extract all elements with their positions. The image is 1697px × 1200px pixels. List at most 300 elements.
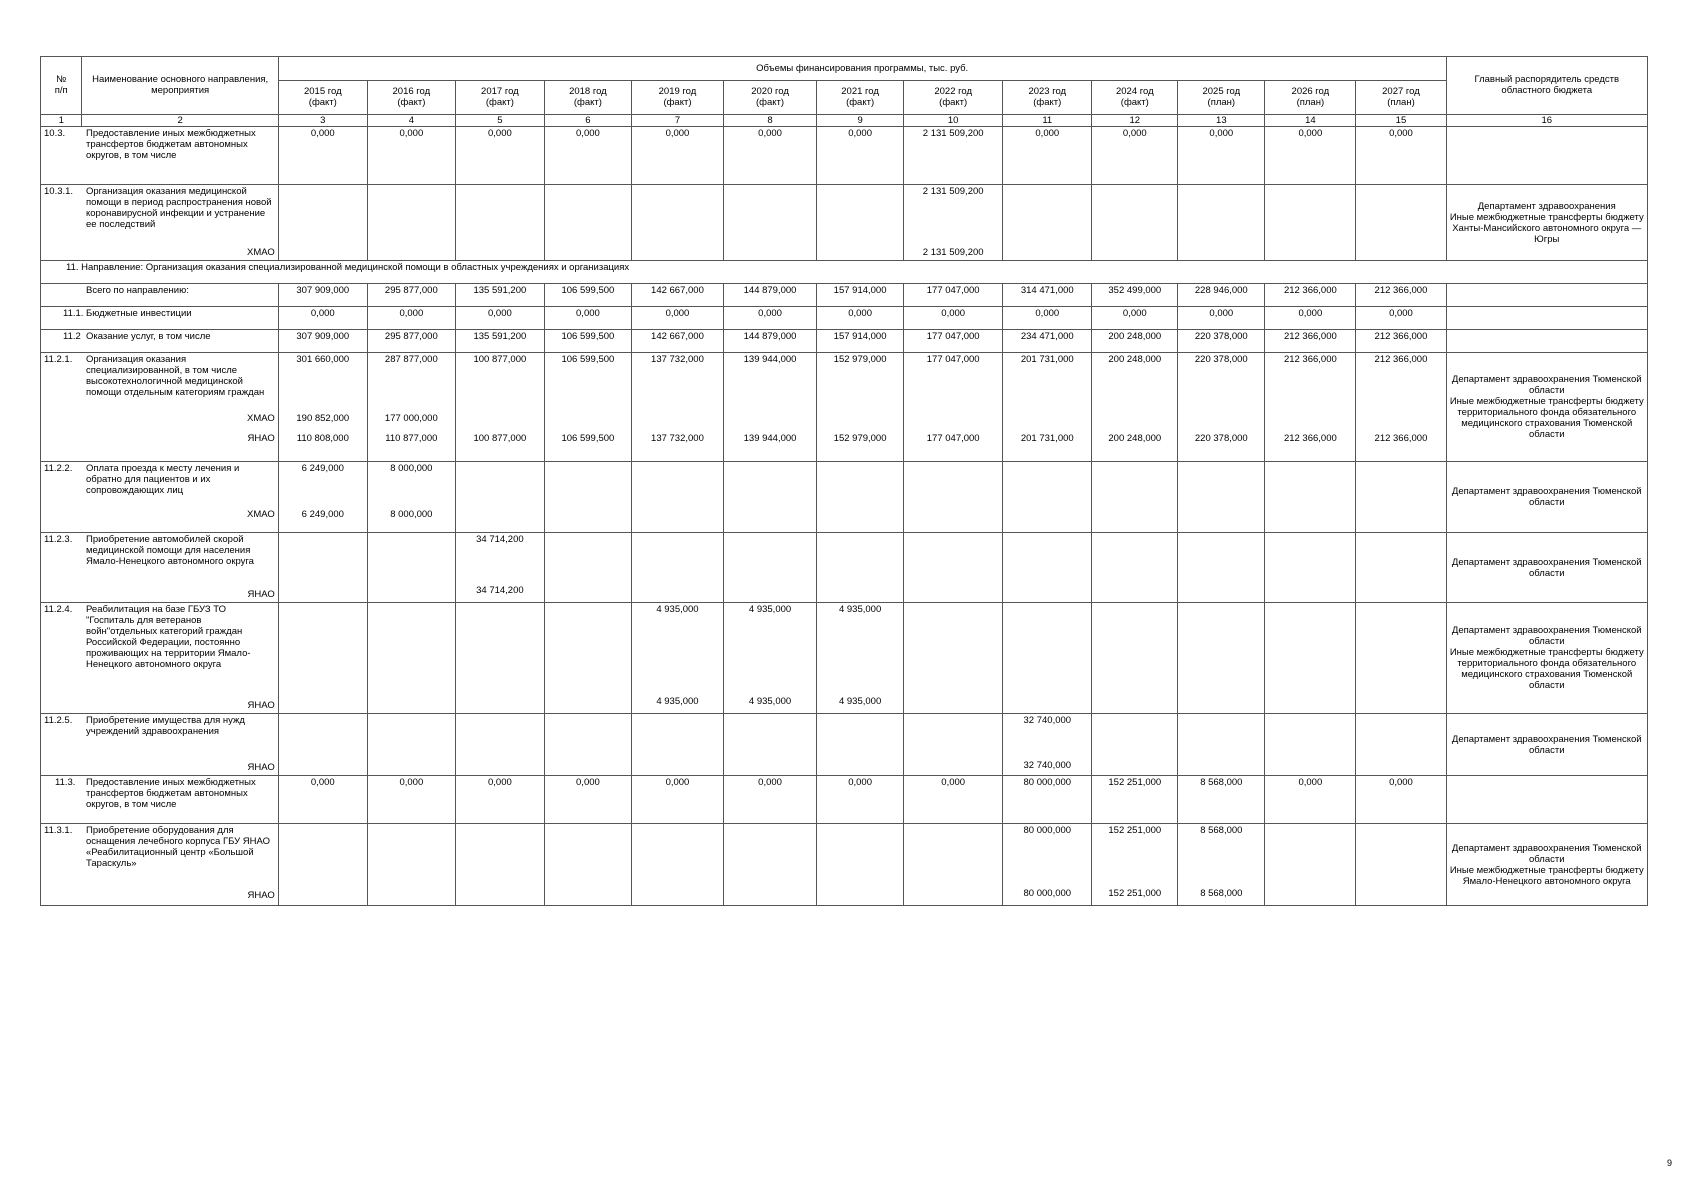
column-number-cell: 12 bbox=[1092, 115, 1178, 127]
header-year-label: 2025 год bbox=[1202, 86, 1241, 97]
header-year-11 bbox=[1178, 81, 1265, 115]
value-region: 4 935,000 bbox=[838, 696, 882, 707]
value-cell bbox=[367, 353, 455, 462]
header-year-label: 2024 год bbox=[1115, 86, 1154, 97]
column-number-cell: 8 bbox=[724, 115, 817, 127]
value-cell bbox=[544, 533, 631, 603]
value-cell bbox=[544, 714, 631, 776]
row-11-2-1-title: Организация оказания специализированной, в том числе высокотехнологичной медицинской помощи отдельным категориям граждан bbox=[86, 354, 265, 398]
header-year-13 bbox=[1356, 81, 1446, 115]
header-year-7 bbox=[817, 81, 904, 115]
value-cell bbox=[817, 824, 904, 906]
header-year-kind: (факт) bbox=[663, 97, 692, 108]
value-cell bbox=[544, 353, 631, 462]
value-region: 177 047,000 bbox=[926, 433, 980, 444]
direction-11-row bbox=[41, 261, 1648, 284]
column-number-cell: 15 bbox=[1356, 115, 1446, 127]
value-cell bbox=[367, 824, 455, 906]
value-total: 212 366,000 bbox=[1374, 354, 1428, 365]
value-cell: 0,000 bbox=[544, 776, 631, 824]
value-region: 80 000,000 bbox=[1023, 888, 1072, 899]
manager-cell: Департамент здравоохранения Тюменской области Иные межбюджетные трансферты бюджету территориального фонда обязательного медицинского страхования Тюменской области bbox=[1446, 353, 1647, 462]
value-cell bbox=[724, 714, 817, 776]
value-cell: 200 248,000 bbox=[1092, 330, 1178, 353]
value-cell bbox=[1003, 353, 1092, 462]
row-10-3-desc bbox=[41, 127, 279, 185]
row-10-3-1-title: Организация оказания медицинской помощи в период распространения новой коронавирусной инфекции и устранение ее последствий bbox=[86, 186, 272, 230]
column-number-cell: 1 bbox=[41, 115, 82, 127]
row-11-3-1 bbox=[41, 824, 1648, 906]
value-total: 152 251,000 bbox=[1108, 825, 1162, 836]
value-total: 200 248,000 bbox=[1108, 354, 1162, 365]
value-cell bbox=[1356, 603, 1446, 714]
value-cell: 80 000,000 bbox=[1003, 776, 1092, 824]
value-cell bbox=[278, 714, 367, 776]
row-11-2-2-code: 11.2.2. bbox=[44, 463, 73, 474]
value-cell: 212 366,000 bbox=[1265, 284, 1356, 307]
value-cell: 142 667,000 bbox=[631, 284, 723, 307]
row-11-1 bbox=[41, 307, 1648, 330]
value-cell: 0,000 bbox=[904, 307, 1003, 330]
value-total: 177 047,000 bbox=[926, 354, 980, 365]
value-cell bbox=[724, 533, 817, 603]
value-cell bbox=[278, 462, 367, 533]
value-cell: 0,000 bbox=[817, 776, 904, 824]
manager-cell: Департамент здравоохранения Иные межбюджетные трансферты бюджету Ханты-Мансийского автономного округа — Югры bbox=[1446, 185, 1647, 261]
value-cell: 0,000 bbox=[1178, 127, 1265, 185]
value-total: 32 740,000 bbox=[1023, 715, 1072, 726]
value-cell: 8 568,000 bbox=[1178, 776, 1265, 824]
value-cell bbox=[904, 462, 1003, 533]
value-cell bbox=[1092, 714, 1178, 776]
header-year-kind: (факт) bbox=[939, 97, 968, 108]
value-total: 152 979,000 bbox=[833, 354, 887, 365]
funding-table bbox=[40, 56, 1648, 906]
value-cell bbox=[724, 824, 817, 906]
header-year-kind: (факт) bbox=[1033, 97, 1062, 108]
column-number-cell: 16 bbox=[1446, 115, 1647, 127]
value-cell bbox=[904, 533, 1003, 603]
value-region: 32 740,000 bbox=[1023, 760, 1072, 771]
value-cell: 177 047,000 bbox=[904, 330, 1003, 353]
column-numbers-row bbox=[41, 115, 1648, 127]
header-year-label: 2020 год bbox=[751, 86, 789, 97]
value-cell: 0,000 bbox=[1003, 127, 1092, 185]
column-number-cell: 6 bbox=[544, 115, 631, 127]
header-year-label: 2023 год bbox=[1028, 86, 1067, 97]
row-11-1-desc bbox=[41, 307, 279, 330]
value-cell: 144 879,000 bbox=[724, 284, 817, 307]
value-cell bbox=[904, 714, 1003, 776]
value-cell bbox=[1265, 533, 1356, 603]
value-cell bbox=[817, 714, 904, 776]
row-11-2-5 bbox=[41, 714, 1648, 776]
value-cell bbox=[631, 353, 723, 462]
header-year-1 bbox=[278, 81, 367, 115]
value-cell bbox=[1178, 462, 1265, 533]
value-cell bbox=[904, 824, 1003, 906]
value-region: 4 935,000 bbox=[656, 696, 699, 707]
value-cell bbox=[817, 462, 904, 533]
value-total: 34 714,200 bbox=[476, 534, 524, 545]
value-cell bbox=[278, 533, 367, 603]
header-name-label: Наименование основного направления, мероприятия bbox=[92, 74, 269, 96]
row-11-3-1-desc bbox=[41, 824, 279, 906]
value-cell bbox=[455, 462, 544, 533]
value-cell: 177 047,000 bbox=[904, 284, 1003, 307]
direction-11-label: 11. Направление: Организация оказания специализированной медицинской помощи в областных учреждениях и организациях bbox=[66, 262, 630, 273]
value-cell bbox=[1356, 714, 1446, 776]
header-year-kind: (план) bbox=[1296, 97, 1325, 108]
value-cell: 0,000 bbox=[1092, 307, 1178, 330]
row-11-2-5-desc bbox=[41, 714, 279, 776]
value-cell bbox=[1003, 714, 1092, 776]
value-region: 2 131 509,200 bbox=[922, 247, 984, 258]
header-funding bbox=[278, 57, 1446, 81]
value-cell bbox=[367, 714, 455, 776]
value-cell bbox=[1265, 462, 1356, 533]
value-cell: 144 879,000 bbox=[724, 330, 817, 353]
header-year-5 bbox=[631, 81, 723, 115]
value-total: 2 131 509,200 bbox=[922, 186, 984, 197]
value-cell: 0,000 bbox=[455, 127, 544, 185]
header-year-kind: (факт) bbox=[485, 97, 514, 108]
value-cell bbox=[544, 603, 631, 714]
value-cell bbox=[278, 603, 367, 714]
value-region: 6 249,000 bbox=[301, 509, 344, 520]
value-cell: 142 667,000 bbox=[631, 330, 723, 353]
value-cell bbox=[367, 603, 455, 714]
value-cell bbox=[1003, 462, 1092, 533]
value-cell: 212 366,000 bbox=[1356, 330, 1446, 353]
manager-cell: Департамент здравоохранения Тюменской области bbox=[1446, 714, 1647, 776]
value-total: 139 944,000 bbox=[743, 354, 797, 365]
column-number-cell: 9 bbox=[817, 115, 904, 127]
row-11-2-2-desc bbox=[41, 462, 279, 533]
value-region: 8 000,000 bbox=[390, 509, 433, 520]
row-total-label: Всего по направлению: bbox=[86, 285, 189, 296]
column-number-cell: 10 bbox=[904, 115, 1003, 127]
value-cell bbox=[1178, 824, 1265, 906]
value-cell: 0,000 bbox=[724, 127, 817, 185]
value-cell: 212 366,000 bbox=[1265, 330, 1356, 353]
value-total: 100 877,000 bbox=[473, 354, 527, 365]
value-cell: 135 591,200 bbox=[455, 330, 544, 353]
value-cell: 106 599,500 bbox=[544, 284, 631, 307]
value-cell bbox=[1003, 603, 1092, 714]
value-cell bbox=[455, 353, 544, 462]
row-11-2-4-desc bbox=[41, 603, 279, 714]
header-year-label: 2026 год bbox=[1291, 86, 1330, 97]
header-funding-label: Объемы финансирования программы, тыс. руб. bbox=[756, 62, 969, 74]
column-number-cell: 7 bbox=[631, 115, 723, 127]
value-cell: 0,000 bbox=[278, 307, 367, 330]
value-region: 137 732,000 bbox=[651, 433, 704, 444]
header-year-label: 2019 год bbox=[658, 86, 697, 97]
value-cell: 135 591,200 bbox=[455, 284, 544, 307]
value-cell: 157 914,000 bbox=[817, 284, 904, 307]
funding-table-page bbox=[40, 56, 1648, 906]
header-year-6 bbox=[724, 81, 817, 115]
value-cell bbox=[455, 533, 544, 603]
column-number-cell: 13 bbox=[1178, 115, 1265, 127]
value-cell: 0,000 bbox=[367, 127, 455, 185]
value-cell: 0,000 bbox=[1003, 307, 1092, 330]
value-cell: 0,000 bbox=[724, 307, 817, 330]
value-cell bbox=[1265, 714, 1356, 776]
value-cell: 0,000 bbox=[455, 307, 544, 330]
value-cell bbox=[1178, 533, 1265, 603]
value-cell bbox=[1092, 462, 1178, 533]
row-11-3-code: 11.3. bbox=[55, 777, 76, 788]
row-11-2-1-code: 11.2.1. bbox=[44, 354, 73, 365]
value-total: 220 378,000 bbox=[1194, 354, 1248, 365]
value-cell bbox=[631, 185, 723, 261]
value-cell bbox=[631, 462, 723, 533]
row-11-2-code: 11.2 bbox=[63, 331, 81, 342]
value-cell bbox=[278, 185, 367, 261]
value-region: 110 808,000 bbox=[296, 433, 349, 444]
value-cell bbox=[455, 185, 544, 261]
value-cell bbox=[904, 353, 1003, 462]
row-11-2-title: Оказание услуг, в том числе bbox=[86, 331, 211, 342]
value-cell bbox=[544, 462, 631, 533]
row-11-3-1-code: 11.3.1. bbox=[44, 825, 73, 836]
header-year-2 bbox=[367, 81, 455, 115]
value-cell: 307 909,000 bbox=[278, 330, 367, 353]
value-cell bbox=[631, 824, 723, 906]
value-cell bbox=[1178, 714, 1265, 776]
value-cell: 228 946,000 bbox=[1178, 284, 1265, 307]
row-total-title bbox=[41, 284, 279, 307]
row-11-2-3-code: 11.2.3. bbox=[44, 534, 73, 545]
value-cell bbox=[1092, 824, 1178, 906]
value-cell: 106 599,500 bbox=[544, 330, 631, 353]
row-11-2-3-region: ЯНАО bbox=[247, 589, 275, 600]
value-total: 301 660,000 bbox=[296, 354, 350, 365]
page-number: 9 bbox=[1667, 1158, 1673, 1168]
value-cell: 0,000 bbox=[631, 127, 723, 185]
row-11-3-1-title: Приобретение оборудования для оснащения лечебного корпуса ГБУ ЯНАО «Реабилитационный центр «Большой Тараскуль» bbox=[86, 825, 271, 869]
value-cell bbox=[724, 185, 817, 261]
row-11-2-3-desc bbox=[41, 533, 279, 603]
value-total: 137 732,000 bbox=[651, 354, 704, 365]
manager-cell bbox=[1446, 307, 1647, 330]
value-region: 152 251,000 bbox=[1108, 888, 1162, 899]
manager-cell: Департамент здравоохранения Тюменской области Иные межбюджетные трансферты бюджету территориального фонда обязательного медицинского страхования Тюменской области bbox=[1446, 603, 1647, 714]
row-11-2 bbox=[41, 330, 1648, 353]
value-cell: 0,000 bbox=[1265, 127, 1356, 185]
value-cell bbox=[1092, 603, 1178, 714]
row-11-2-4-region: ЯНАО bbox=[247, 700, 275, 711]
row-11-2-3-title: Приобретение автомобилей скорой медицинской помощи для населения Ямало-Ненецкого автономного округа bbox=[86, 534, 254, 567]
value-cell bbox=[1356, 353, 1446, 462]
value-cell: 0,000 bbox=[1092, 127, 1178, 185]
value-cell: 0,000 bbox=[817, 127, 904, 185]
row-11-2-4 bbox=[41, 603, 1648, 714]
manager-cell bbox=[1446, 330, 1647, 353]
value-cell bbox=[1356, 185, 1446, 261]
value-cell bbox=[724, 462, 817, 533]
header-manager-label: Главный распорядитель средств областного бюджета bbox=[1474, 74, 1620, 96]
column-number-cell: 2 bbox=[82, 115, 278, 127]
row-10-3-title: Предоставление иных межбюджетных трансфертов бюджетам автономных округов, в том числе bbox=[86, 128, 256, 161]
direction-11-title bbox=[41, 261, 1648, 284]
value-cell bbox=[367, 462, 455, 533]
value-cell bbox=[278, 824, 367, 906]
row-11-2-1 bbox=[41, 353, 1648, 462]
row-10-3-1-desc bbox=[41, 185, 279, 261]
header-year-kind: (факт) bbox=[846, 97, 875, 108]
value-total: 8 000,000 bbox=[390, 463, 433, 474]
value-cell: 0,000 bbox=[1178, 307, 1265, 330]
header-year-9 bbox=[1003, 81, 1092, 115]
row-11-2-1-desc bbox=[41, 353, 279, 462]
value-cell bbox=[1265, 353, 1356, 462]
manager-cell bbox=[1446, 776, 1647, 824]
row-11-2-3 bbox=[41, 533, 1648, 603]
value-cell: 0,000 bbox=[1356, 776, 1446, 824]
value-cell: 0,000 bbox=[367, 307, 455, 330]
row-11-2-4-title: Реабилитация на базе ГБУЗ ТО "Госпиталь для ветеранов войн"отдельных категорий граждан Российской Федерации, постоянно проживающих на территории Ямало-Ненецкого автономного округа bbox=[86, 604, 251, 670]
value-cell bbox=[1003, 185, 1092, 261]
header-year-kind: (факт) bbox=[573, 97, 602, 108]
value-cell bbox=[1092, 185, 1178, 261]
value-region: 212 366,000 bbox=[1374, 433, 1428, 444]
header-year-kind: (факт) bbox=[756, 97, 785, 108]
row-11-2-4-code: 11.2.4. bbox=[44, 604, 73, 615]
row-11-2-5-title: Приобретение имущества для нужд учреждений здравоохранения bbox=[86, 715, 245, 737]
value-cell bbox=[724, 353, 817, 462]
value-cell: 0,000 bbox=[544, 307, 631, 330]
value-cell bbox=[544, 824, 631, 906]
row-10-3-1 bbox=[41, 185, 1648, 261]
value-cell bbox=[455, 603, 544, 714]
value-cell bbox=[1092, 533, 1178, 603]
value-cell: 295 877,000 bbox=[367, 284, 455, 307]
row-11-3-1-region: ЯНАО bbox=[247, 890, 275, 901]
header-year-label: 2016 год bbox=[392, 86, 431, 97]
value-cell: 0,000 bbox=[817, 307, 904, 330]
value-cell: 0,000 bbox=[1356, 307, 1446, 330]
header-year-3 bbox=[455, 81, 544, 115]
value-cell bbox=[817, 353, 904, 462]
value-total: 4 935,000 bbox=[748, 604, 792, 615]
value-cell: 0,000 bbox=[367, 776, 455, 824]
value-cell: 152 251,000 bbox=[1092, 776, 1178, 824]
value-cell bbox=[631, 533, 723, 603]
value-region: 4 935,000 bbox=[748, 696, 792, 707]
manager-cell: Департамент здравоохранения Тюменской области bbox=[1446, 462, 1647, 533]
value-cell bbox=[278, 353, 367, 462]
header-year-kind: (факт) bbox=[308, 97, 337, 108]
value-total: 106 599,500 bbox=[561, 354, 615, 365]
manager-cell bbox=[1446, 127, 1647, 185]
row-11-2-1-region1: ХМАО bbox=[247, 413, 275, 424]
header-year-label: 2027 год bbox=[1382, 86, 1420, 97]
value-region: 190 852,000 bbox=[296, 413, 350, 424]
value-total: 4 935,000 bbox=[656, 604, 699, 615]
header-year-kind: (план) bbox=[1387, 97, 1415, 108]
value-cell: 314 471,000 bbox=[1003, 284, 1092, 307]
manager-cell bbox=[1446, 284, 1647, 307]
value-total: 80 000,000 bbox=[1023, 825, 1072, 836]
value-cell bbox=[1265, 824, 1356, 906]
row-11-2-2-title: Оплата проезда к месту лечения и обратно для пациентов и их сопровождающих лиц bbox=[86, 463, 240, 496]
row-10-3-code: 10.3. bbox=[44, 128, 66, 139]
row-11-2-2-region: ХМАО bbox=[247, 509, 275, 520]
row-11-1-code: 11.1. bbox=[63, 308, 84, 319]
value-cell: 307 909,000 bbox=[278, 284, 367, 307]
value-cell: 0,000 bbox=[631, 776, 723, 824]
value-region: 100 877,000 bbox=[473, 433, 527, 444]
value-cell: 157 914,000 bbox=[817, 330, 904, 353]
row-11-2-2 bbox=[41, 462, 1648, 533]
header-year-label: 2021 год bbox=[841, 86, 879, 97]
years-header-row bbox=[41, 81, 1648, 115]
value-region: 201 731,000 bbox=[1020, 433, 1074, 444]
value-region: 200 248,000 bbox=[1108, 433, 1162, 444]
header-year-label: 2018 год bbox=[569, 86, 607, 97]
value-cell: 0,000 bbox=[278, 776, 367, 824]
row-11-2-5-code: 11.2.5. bbox=[44, 715, 73, 726]
value-cell: 0,000 bbox=[1265, 776, 1356, 824]
row-11-3-title: Предоставление иных межбюджетных трансфертов бюджетам автономных округов, в том числе bbox=[86, 777, 256, 810]
value-cell bbox=[544, 185, 631, 261]
value-cell bbox=[1003, 533, 1092, 603]
value-cell: 0,000 bbox=[544, 127, 631, 185]
column-number-cell: 5 bbox=[455, 115, 544, 127]
value-cell bbox=[817, 533, 904, 603]
value-region: 106 599,500 bbox=[561, 433, 615, 444]
header-year-label: 2015 год bbox=[303, 86, 342, 97]
header-manager bbox=[1446, 57, 1647, 115]
value-cell bbox=[817, 603, 904, 714]
value-cell: 212 366,000 bbox=[1356, 284, 1446, 307]
value-region: 110 877,000 bbox=[385, 433, 438, 444]
value-cell: 234 471,000 bbox=[1003, 330, 1092, 353]
value-region: 152 979,000 bbox=[833, 433, 887, 444]
value-cell bbox=[1265, 603, 1356, 714]
value-total: 4 935,000 bbox=[838, 604, 882, 615]
row-11-3-desc bbox=[41, 776, 279, 824]
column-number-cell: 4 bbox=[367, 115, 455, 127]
header-year-10 bbox=[1092, 81, 1178, 115]
header-year-label: 2022 год bbox=[934, 86, 973, 97]
header-year-kind: (факт) bbox=[1120, 97, 1149, 108]
value-cell bbox=[1356, 824, 1446, 906]
header-year-12 bbox=[1265, 81, 1356, 115]
value-cell bbox=[1356, 533, 1446, 603]
value-cell bbox=[724, 603, 817, 714]
value-cell bbox=[904, 603, 1003, 714]
value-cell bbox=[1178, 185, 1265, 261]
value-cell bbox=[455, 714, 544, 776]
row-11-3 bbox=[41, 776, 1648, 824]
column-number-cell: 14 bbox=[1265, 115, 1356, 127]
value-cell: 0,000 bbox=[1356, 127, 1446, 185]
value-cell: 0,000 bbox=[724, 776, 817, 824]
value-cell: 0,000 bbox=[1265, 307, 1356, 330]
value-region: 139 944,000 bbox=[743, 433, 797, 444]
value-region: 34 714,200 bbox=[476, 585, 524, 596]
value-total: 8 568,000 bbox=[1200, 825, 1243, 836]
value-total: 287 877,000 bbox=[384, 354, 438, 365]
row-10-3-1-code: 10.3.1. bbox=[44, 186, 74, 197]
value-cell bbox=[631, 603, 723, 714]
row-11-1-title: Бюджетные инвестиции bbox=[86, 308, 192, 319]
header-num-label: № п/п bbox=[54, 74, 68, 96]
